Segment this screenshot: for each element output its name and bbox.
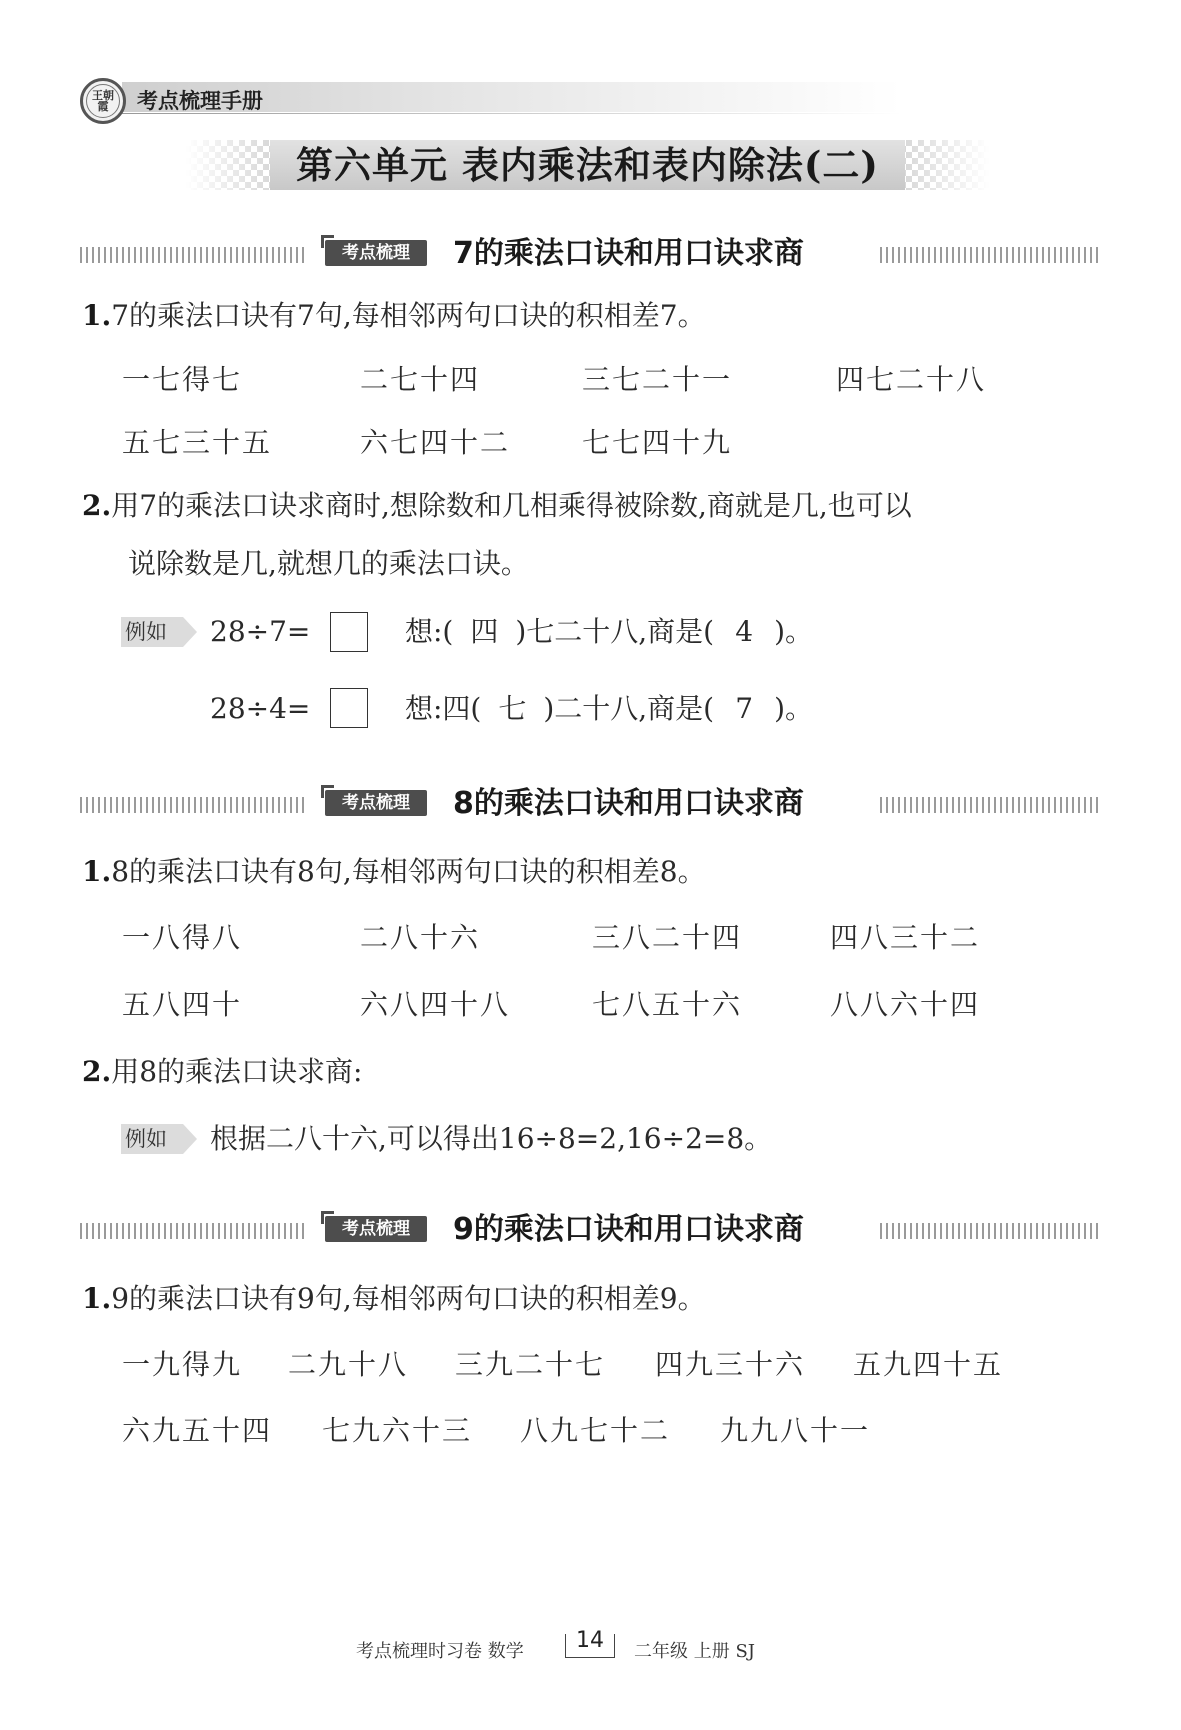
koujue-item: 一九得九 — [122, 1348, 243, 1381]
section-title: 8的乘法口诀和用口诀求商 — [453, 786, 804, 821]
filled-answer: 4 — [735, 615, 754, 648]
koujue-item: 二九十八 — [288, 1348, 409, 1381]
paragraph-continued: 说除数是几,就想几的乘法口诀。 — [128, 547, 529, 580]
koujue-item: 七七四十九 — [582, 426, 733, 459]
koujue-item: 三七二十一 — [582, 363, 733, 396]
section-divider-right — [880, 1223, 1100, 1239]
section-divider-left — [80, 797, 305, 813]
koujue-item: 五八四十 — [122, 988, 243, 1021]
answer-box[interactable] — [330, 612, 368, 652]
koujue-item: 七八五十六 — [592, 988, 743, 1021]
example-thinking: 想:( 四 )七二十八,商是( 4 )。 — [405, 613, 813, 651]
koujue-item: 六七四十二 — [360, 426, 511, 459]
paragraph — [82, 297, 706, 335]
item-text: 8的乘法口诀有8句,每相邻两句口诀的积相差8。 — [111, 855, 706, 888]
section-title: 9的乘法口诀和用口诀求商 — [453, 1212, 804, 1247]
answer-box[interactable] — [330, 688, 368, 728]
page-number: 14 — [576, 1628, 604, 1653]
koujue-item: 六九五十四 — [122, 1414, 273, 1447]
item-text: 用8的乘法口诀求商: — [111, 1055, 363, 1088]
koujue-item: 三九二十七 — [455, 1348, 606, 1381]
logo-text: 王朝霞 — [86, 84, 120, 118]
item-number: 2. — [82, 489, 112, 522]
section-divider-right — [880, 797, 1100, 813]
koujue-item: 二八十六 — [360, 921, 481, 954]
item-number: 1. — [82, 299, 112, 332]
paragraph — [82, 487, 912, 525]
example-tag: 例如 — [121, 617, 183, 647]
section-tag: 考点梳理 — [325, 790, 427, 816]
filled-answer: 7 — [735, 692, 754, 725]
example-expression: 28÷7= — [210, 615, 311, 648]
filled-blank: 七 — [498, 692, 527, 725]
koujue-item: 一八得八 — [122, 921, 243, 954]
item-text: 用7的乘法口诀求商时,想除数和几相乘得被除数,商就是几,也可以 — [111, 489, 912, 522]
koujue-item: 七九六十三 — [322, 1414, 473, 1447]
koujue-item: 八八六十四 — [830, 988, 981, 1021]
title-checker-right — [900, 140, 990, 190]
koujue-item: 八九七十二 — [520, 1414, 671, 1447]
koujue-item: 六八四十八 — [360, 988, 511, 1021]
paragraph — [82, 853, 706, 891]
koujue-item: 四八三十二 — [830, 921, 981, 954]
unit-title: 第六单元 表内乘法和表内除法(二) — [296, 143, 879, 187]
footer-right: 二年级 上册 SJ — [634, 1641, 755, 1662]
item-number: 1. — [82, 1282, 112, 1315]
koujue-item: 四七二十八 — [836, 363, 987, 396]
example-tag: 例如 — [121, 1124, 183, 1154]
koujue-item: 一七得七 — [122, 363, 243, 396]
koujue-item: 九九八十一 — [720, 1414, 871, 1447]
koujue-item: 三八二十四 — [592, 921, 743, 954]
paragraph — [82, 1053, 362, 1091]
koujue-item: 二七十四 — [360, 363, 481, 396]
book-title: 考点梳理手册 — [137, 88, 263, 113]
item-number: 1. — [82, 855, 112, 888]
title-checker-left — [185, 140, 275, 190]
section-divider-right — [880, 247, 1100, 263]
item-number: 2. — [82, 1055, 112, 1088]
example-text: 根据二八十六,可以得出16÷8=2,16÷2=8。 — [210, 1122, 773, 1155]
section-divider-left — [80, 247, 305, 263]
paragraph — [82, 1280, 706, 1318]
footer-left: 考点梳理时习卷 数学 — [356, 1641, 524, 1662]
koujue-item: 五七三十五 — [122, 426, 273, 459]
koujue-item: 五九四十五 — [853, 1348, 1004, 1381]
publisher-logo — [80, 78, 126, 124]
section-title: 7的乘法口诀和用口诀求商 — [453, 236, 804, 271]
section-tag: 考点梳理 — [325, 1216, 427, 1242]
item-text: 9的乘法口诀有9句,每相邻两句口诀的积相差9。 — [111, 1282, 706, 1315]
filled-blank: 四 — [470, 615, 499, 648]
item-text: 7的乘法口诀有7句,每相邻两句口诀的积相差7。 — [111, 299, 706, 332]
section-divider-left — [80, 1223, 305, 1239]
koujue-item: 四九三十六 — [655, 1348, 806, 1381]
example-thinking: 想:四( 七 )二十八,商是( 7 )。 — [405, 690, 813, 728]
section-tag: 考点梳理 — [325, 240, 427, 266]
example-expression: 28÷4= — [210, 692, 311, 725]
